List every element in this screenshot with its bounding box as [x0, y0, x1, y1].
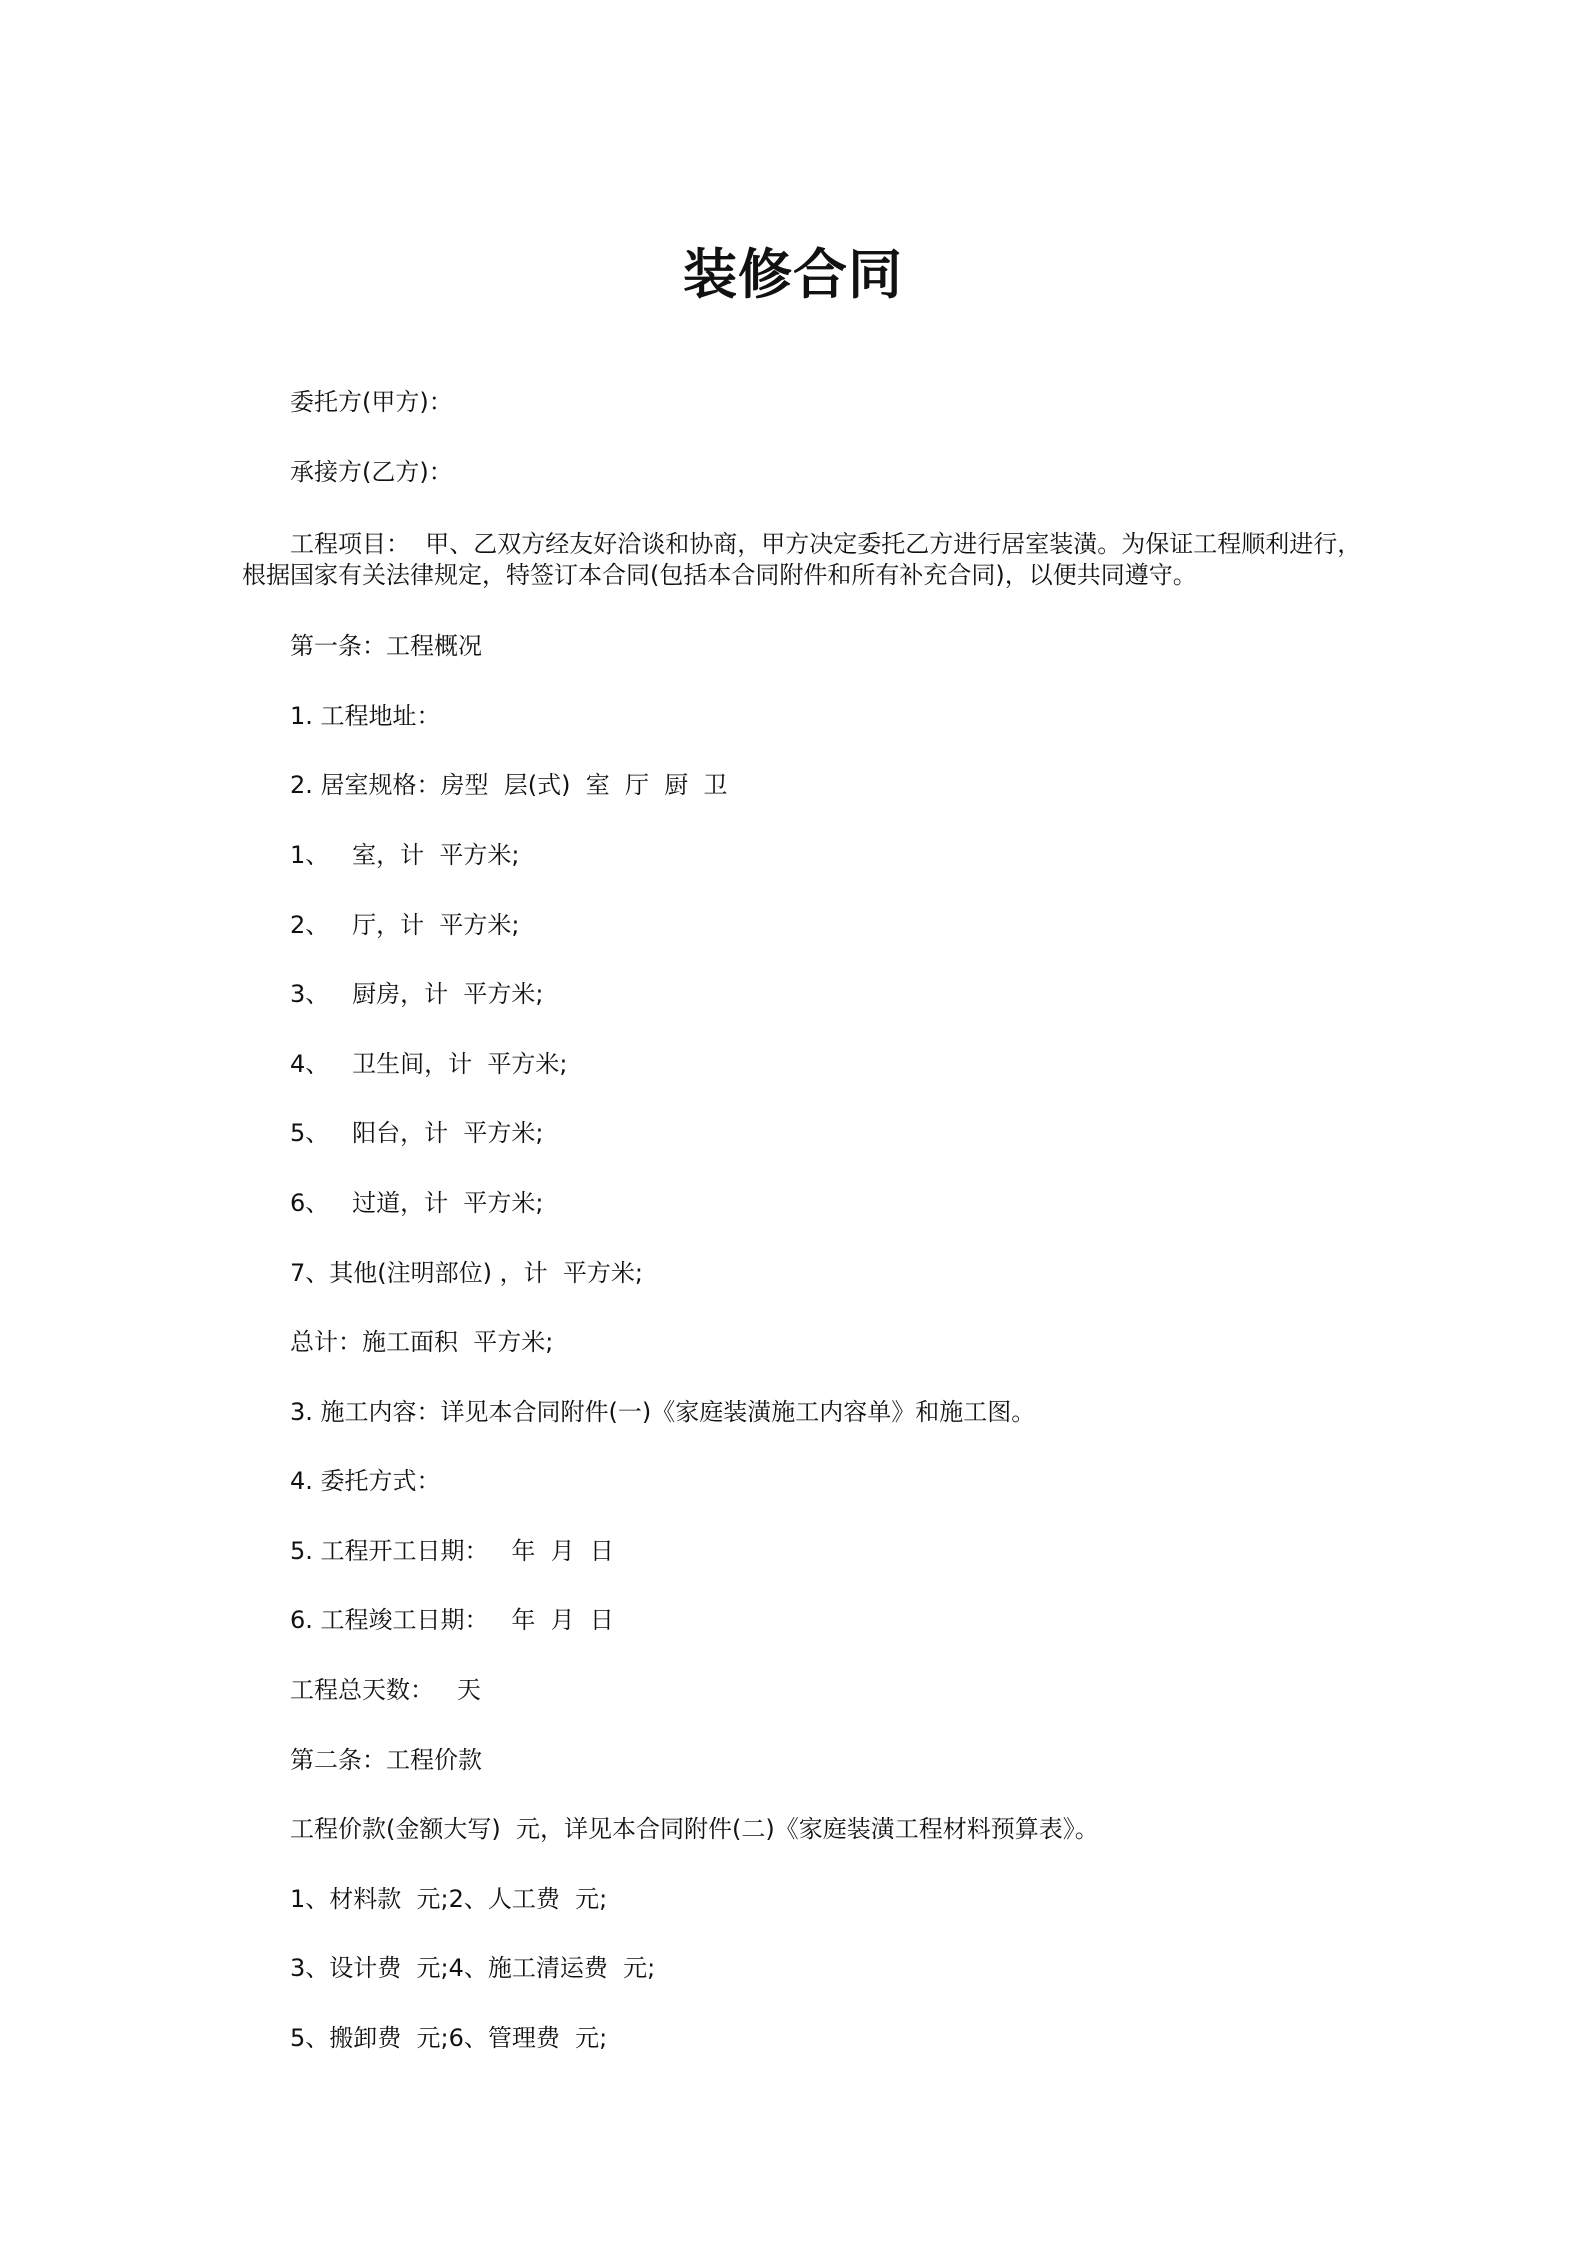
fee-line-design-cleanup: 3、设计费 元;4、施工清运费 元;	[290, 1954, 656, 1982]
start-date-line: 5. 工程开工日期： 年 月 日	[290, 1537, 614, 1565]
party-b-line: 承接方(乙方)：	[290, 458, 453, 486]
article-two-heading: 第二条：工程价款	[290, 1746, 482, 1774]
fee-line-materials-labor: 1、材料款 元;2、人工费 元;	[290, 1885, 608, 1913]
total-days-line: 工程总天数： 天	[290, 1676, 481, 1704]
article-one-heading: 第一条：工程概况	[290, 632, 482, 660]
area-item-balcony: 5、 阳台，计 平方米;	[290, 1119, 544, 1147]
room-spec-line: 2. 居室规格：房型 层(式) 室 厅 厨 卫	[290, 771, 728, 799]
area-item-corridor: 6、 过道，计 平方米;	[290, 1189, 544, 1217]
commission-method-line: 4. 委托方式：	[290, 1467, 441, 1495]
area-item-other: 7、其他(注明部位) ，计 平方米;	[290, 1259, 643, 1287]
project-paragraph-line: 工程项目： 甲、乙双方经友好洽谈和协商，甲方决定委托乙方进行居室装潢。为保证工程顺利进行，	[290, 530, 1362, 558]
project-paragraph-continuation: 根据国家有关法律规定，特签订本合同(包括本合同附件和所有补充合同)，以便共同遵守。	[242, 561, 1197, 589]
completion-date-line: 6. 工程竣工日期： 年 月 日	[290, 1606, 614, 1634]
document-title: 装修合同	[683, 243, 903, 306]
construction-content-line: 3. 施工内容：详见本合同附件(一)《家庭装潢施工内容单》和施工图。	[290, 1398, 1036, 1426]
area-item-bathroom: 4、 卫生间，计 平方米;	[290, 1050, 568, 1078]
area-item-hall: 2、 厅，计 平方米;	[290, 911, 520, 939]
area-item-rooms: 1、 室，计 平方米;	[290, 841, 520, 869]
fee-line-moving-management: 5、搬卸费 元;6、管理费 元;	[290, 2024, 608, 2052]
contract-price-line: 工程价款(金额大写) 元，详见本合同附件(二)《家庭装潢工程材料预算表》。	[290, 1815, 1099, 1843]
party-a-line: 委托方(甲方)：	[290, 388, 453, 416]
total-area-line: 总计：施工面积 平方米;	[290, 1328, 554, 1356]
project-address-line: 1. 工程地址：	[290, 702, 441, 730]
area-item-kitchen: 3、 厨房，计 平方米;	[290, 980, 544, 1008]
